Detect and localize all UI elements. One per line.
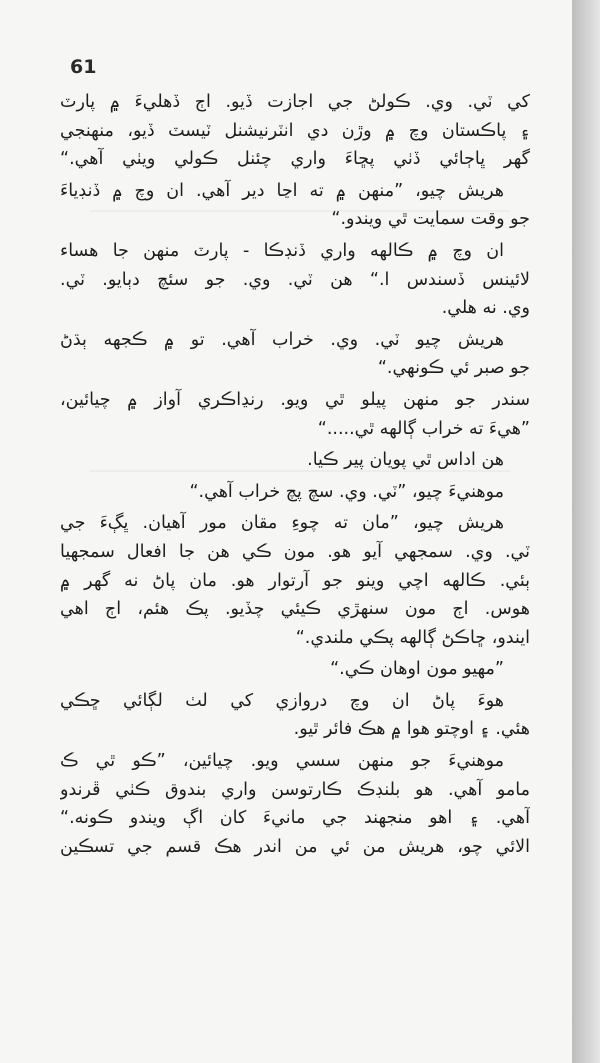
text-line: الائي چو، هريش من ئي من اندر هڪ قسم جي تسڪين bbox=[60, 836, 530, 857]
text-line: موهنيءَ جو منهن سسي ويو. چيائين، ”ڪو ٿي ڪ bbox=[60, 751, 504, 772]
text-line: هريش چيو، ”مان ته چوءِ مقان مور آهيان. ڀڳءَ جي bbox=[60, 513, 504, 534]
text-line: سندر جو منهن پيلو ٿي ويو. رنڍاڪري آواز ۾ چيائين، bbox=[60, 389, 530, 410]
text-line: هوءَ پاڻ ان وچ دروازي کي لٺ لڳائي ڇڪي bbox=[60, 690, 504, 711]
text-line: لائينس ڏسندس ا.“ هن ٽي. وي. جو سئچ دٻايو. ٽي. bbox=[60, 269, 530, 290]
text-line: ۽ پاڪستان وچ ۾ وڙن دي انٽرنيشنل ٽيسٽ ڏيو، منهنجي bbox=[60, 120, 530, 141]
page-edge-shadow bbox=[572, 0, 600, 1063]
text-line: هريش چيو ٽي. وي. خراب آهي. تو ۾ ڪجهه ٻڌڻ bbox=[60, 329, 504, 350]
text-line: هئي. ۽ اوچتو هوا ۾ هڪ فائر ٿيو. bbox=[293, 719, 530, 740]
body-text bbox=[60, 88, 530, 861]
text-line: هوس. اڄ مون سنهڙي ڪيئي چڏيو. پڪ هئم، اڄ اهي bbox=[60, 599, 530, 620]
text-line: جو وقت سمايت ٿي ويندو.“ bbox=[331, 209, 530, 230]
text-line: ”مهيو مون اوهان ڪي.“ bbox=[330, 659, 504, 680]
page-number: 61 bbox=[70, 56, 97, 78]
text-line: ٻئي. ڪالهه اچي وينو جو آرتوار هو. مان پاڻ نه گهر ۾ bbox=[60, 570, 530, 591]
text-line: هن اداس ٿي پويان پير ڪيا. bbox=[307, 450, 504, 471]
text-line: ٽي. وي. سمجهي آيو هو. مون ڪي هن جا افعال سمجهيا bbox=[60, 541, 530, 562]
text-line: گهر ڀاڄائي ڏٺي پڇاءَ واري چئنل ڪولي ويٺي آهي.“ bbox=[60, 149, 530, 170]
text-line: هريش چيو، ”منهن ۾ ته اڃا دير آهي. ان وچ ۾ ڏنڊياءَ bbox=[60, 180, 504, 201]
text-line: کي ٽي. وي. ڪولڻ جي اجازت ڏيو. اڄ ڏهليءَ ۾ پارٽ bbox=[60, 92, 530, 112]
text-line: ان وچ ۾ ڪالهه واري ڏنڊڪا - پارٽ منهن جا هساء bbox=[60, 240, 504, 261]
text-line: ”هيءَ ته خراب ڳالهه ٿي.....“ bbox=[317, 418, 530, 439]
text-line: ايندو، ڇاڪڻ ڳالهه پڪي ملندي.“ bbox=[295, 627, 530, 648]
text-line: موهنيءَ چيو، ”ٽي. وي. سچ پچ خراب آهي.“ bbox=[189, 481, 504, 502]
text-line: مامو آهي. هو بلنڊڪ ڪارتوسن واري بندوق ڪٺي ڦرندو bbox=[60, 779, 530, 800]
text-line: وي. نه هلي. bbox=[441, 298, 530, 319]
text-line: جو صبر ئي ڪونهي.“ bbox=[377, 358, 530, 379]
text-line: آهي. ۽ اهو منجهند جي مانيءَ کان اڳ ويندو ڪونه.“ bbox=[60, 808, 530, 829]
